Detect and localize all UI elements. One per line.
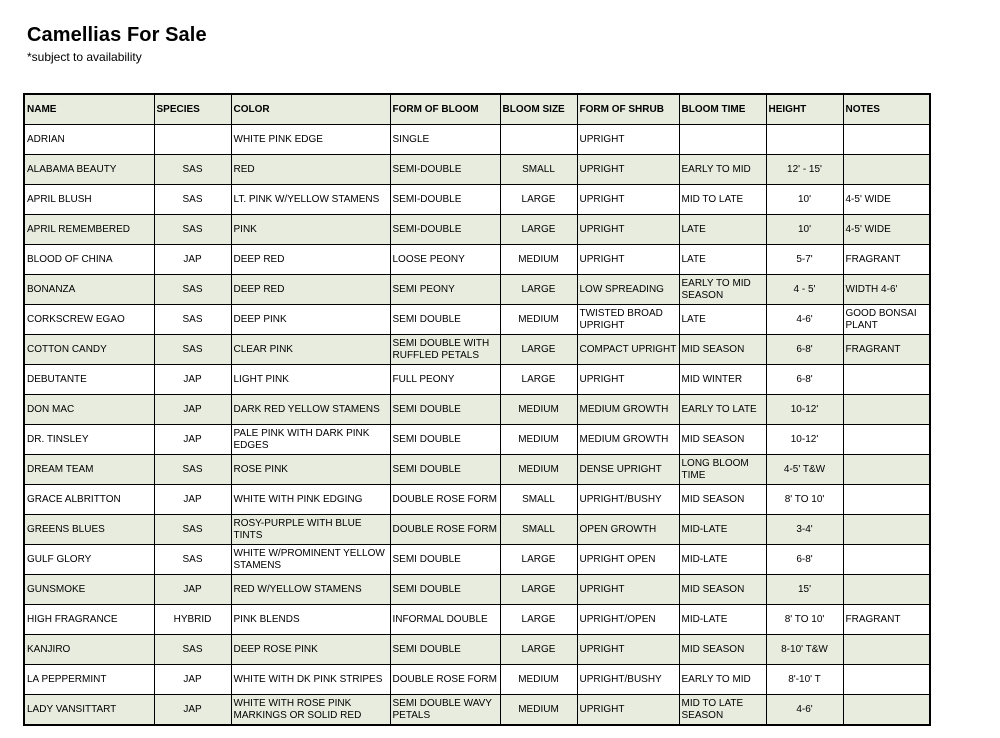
cell-bloom-time: LATE [679,215,766,245]
cell-form-of-bloom: INFORMAL DOUBLE [390,605,500,635]
cell-species: SAS [154,335,231,365]
cell-bloom-size: LARGE [500,185,577,215]
cell-name: APRIL BLUSH [24,185,154,215]
cell-height: 4-5' T&W [766,455,843,485]
cell-height: 8'-10' T [766,665,843,695]
table-row [24,575,930,605]
cell-bloom-time: EARLY TO MID [679,155,766,185]
table-row [24,335,930,365]
cell-bloom-time: LATE [679,245,766,275]
camellia-table [23,93,931,726]
cell-height: 3-4' [766,515,843,545]
cell-form-of-bloom: SEMI-DOUBLE [390,215,500,245]
cell-form-of-bloom: SEMI DOUBLE [390,635,500,665]
cell-form-of-bloom: DOUBLE ROSE FORM [390,485,500,515]
cell-notes: GOOD BONSAI PLANT [843,305,930,335]
cell-form-of-shrub: UPRIGHT/BUSHY [577,665,679,695]
table-row [24,545,930,575]
cell-form-of-shrub: COMPACT UPRIGHT [577,335,679,365]
cell-notes: WIDTH 4-6' [843,275,930,305]
cell-form-of-shrub: UPRIGHT [577,245,679,275]
cell-color: DEEP RED [231,245,390,275]
cell-form-of-shrub: UPRIGHT [577,695,679,726]
cell-bloom-time: MID SEASON [679,485,766,515]
cell-form-of-bloom: SEMI DOUBLE [390,575,500,605]
cell-name: COTTON CANDY [24,335,154,365]
cell-bloom-time: EARLY TO LATE [679,395,766,425]
cell-bloom-time: MID TO LATE [679,185,766,215]
cell-form-of-shrub: UPRIGHT [577,125,679,155]
cell-color: WHITE WITH ROSE PINK MARKINGS OR SOLID RED [231,695,390,726]
col-header-color: COLOR [231,94,390,125]
cell-species [154,125,231,155]
cell-notes [843,635,930,665]
col-header-name: NAME [24,94,154,125]
cell-notes [843,575,930,605]
cell-form-of-shrub: UPRIGHT/BUSHY [577,485,679,515]
cell-notes: FRAGRANT [843,245,930,275]
cell-species: JAP [154,395,231,425]
table-row [24,185,930,215]
table-row [24,515,930,545]
cell-name: ADRIAN [24,125,154,155]
cell-bloom-time: MID SEASON [679,335,766,365]
cell-bloom-time: EARLY TO MID [679,665,766,695]
cell-color: WHITE W/PROMINENT YELLOW STAMENS [231,545,390,575]
cell-form-of-bloom: SEMI DOUBLE [390,395,500,425]
cell-height: 6-8' [766,545,843,575]
cell-bloom-size: LARGE [500,365,577,395]
cell-form-of-shrub: LOW SPREADING [577,275,679,305]
cell-height [766,125,843,155]
table-row [24,245,930,275]
cell-notes [843,395,930,425]
table-row [24,215,930,245]
cell-form-of-shrub: UPRIGHT [577,365,679,395]
table-row [24,695,930,726]
cell-form-of-shrub: DENSE UPRIGHT [577,455,679,485]
cell-name: CORKSCREW EGAO [24,305,154,335]
cell-species: SAS [154,305,231,335]
cell-name: ALABAMA BEAUTY [24,155,154,185]
col-header-bloom-size: BLOOM SIZE [500,94,577,125]
cell-species: JAP [154,575,231,605]
cell-name: DEBUTANTE [24,365,154,395]
cell-color: LIGHT PINK [231,365,390,395]
cell-height: 6-8' [766,335,843,365]
cell-species: SAS [154,215,231,245]
cell-name: DON MAC [24,395,154,425]
cell-form-of-bloom: DOUBLE ROSE FORM [390,665,500,695]
cell-notes [843,545,930,575]
cell-name: GRACE ALBRITTON [24,485,154,515]
cell-species: HYBRID [154,605,231,635]
cell-form-of-bloom: SEMI-DOUBLE [390,185,500,215]
cell-bloom-size: LARGE [500,275,577,305]
page-title: Camellias For Sale [27,24,207,46]
cell-notes [843,515,930,545]
cell-bloom-time: LATE [679,305,766,335]
table-row [24,155,930,185]
cell-notes: FRAGRANT [843,335,930,365]
cell-name: GREENS BLUES [24,515,154,545]
cell-form-of-bloom: SEMI DOUBLE WITH RUFFLED PETALS [390,335,500,365]
cell-bloom-time: MID TO LATE SEASON [679,695,766,726]
cell-height: 8-10' T&W [766,635,843,665]
cell-bloom-size: MEDIUM [500,665,577,695]
cell-color: RED W/YELLOW STAMENS [231,575,390,605]
cell-height: 4-6' [766,305,843,335]
cell-species: SAS [154,515,231,545]
table-row [24,125,930,155]
cell-notes: 4-5' WIDE [843,185,930,215]
cell-bloom-size: MEDIUM [500,455,577,485]
cell-species: SAS [154,455,231,485]
cell-name: KANJIRO [24,635,154,665]
cell-height: 10' [766,185,843,215]
table-row [24,395,930,425]
cell-form-of-bloom: SEMI-DOUBLE [390,155,500,185]
cell-height: 12' - 15' [766,155,843,185]
cell-form-of-bloom: SINGLE [390,125,500,155]
cell-color: ROSY-PURPLE WITH BLUE TINTS [231,515,390,545]
cell-bloom-size: LARGE [500,215,577,245]
cell-bloom-size: SMALL [500,485,577,515]
cell-form-of-shrub: UPRIGHT [577,185,679,215]
table-row [24,485,930,515]
cell-form-of-shrub: MEDIUM GROWTH [577,395,679,425]
col-header-height: HEIGHT [766,94,843,125]
cell-bloom-size: MEDIUM [500,245,577,275]
cell-height: 6-8' [766,365,843,395]
cell-form-of-shrub: UPRIGHT OPEN [577,545,679,575]
cell-color: WHITE WITH DK PINK STRIPES [231,665,390,695]
cell-color: WHITE WITH PINK EDGING [231,485,390,515]
table-row [24,365,930,395]
cell-name: BONANZA [24,275,154,305]
cell-bloom-size: LARGE [500,545,577,575]
col-header-species: SPECIES [154,94,231,125]
cell-color: DEEP PINK [231,305,390,335]
cell-form-of-shrub: OPEN GROWTH [577,515,679,545]
cell-bloom-size [500,125,577,155]
cell-notes [843,455,930,485]
table-row [24,605,930,635]
cell-height: 5-7' [766,245,843,275]
cell-form-of-bloom: LOOSE PEONY [390,245,500,275]
cell-species: JAP [154,245,231,275]
cell-form-of-shrub: UPRIGHT [577,155,679,185]
cell-color: ROSE PINK [231,455,390,485]
cell-bloom-time: MID SEASON [679,425,766,455]
cell-bloom-time: MID WINTER [679,365,766,395]
cell-bloom-time: LONG BLOOM TIME [679,455,766,485]
cell-form-of-shrub: UPRIGHT [577,215,679,245]
cell-notes: FRAGRANT [843,605,930,635]
cell-color: PINK [231,215,390,245]
cell-height: 4 - 5' [766,275,843,305]
cell-color: WHITE PINK EDGE [231,125,390,155]
cell-species: SAS [154,545,231,575]
cell-name: LADY VANSITTART [24,695,154,726]
cell-name: BLOOD OF CHINA [24,245,154,275]
cell-notes [843,365,930,395]
cell-form-of-bloom: SEMI DOUBLE WAVY PETALS [390,695,500,726]
cell-color: DEEP ROSE PINK [231,635,390,665]
cell-height: 10-12' [766,395,843,425]
cell-form-of-bloom: FULL PEONY [390,365,500,395]
cell-bloom-size: MEDIUM [500,425,577,455]
table-header-row [24,94,930,125]
cell-form-of-shrub: UPRIGHT/OPEN [577,605,679,635]
cell-height: 10' [766,215,843,245]
cell-bloom-time: EARLY TO MID SEASON [679,275,766,305]
cell-species: JAP [154,365,231,395]
page-subtitle: *subject to availability [27,50,142,64]
cell-form-of-bloom: SEMI DOUBLE [390,455,500,485]
cell-notes [843,695,930,726]
cell-name: DREAM TEAM [24,455,154,485]
cell-bloom-time: MID-LATE [679,605,766,635]
cell-species: SAS [154,185,231,215]
cell-color: CLEAR PINK [231,335,390,365]
cell-bloom-size: SMALL [500,155,577,185]
cell-notes: 4-5' WIDE [843,215,930,245]
cell-notes [843,425,930,455]
cell-form-of-shrub: UPRIGHT [577,635,679,665]
col-header-form-of-shrub: FORM OF SHRUB [577,94,679,125]
cell-species: SAS [154,275,231,305]
cell-species: JAP [154,485,231,515]
cell-form-of-bloom: SEMI DOUBLE [390,425,500,455]
cell-bloom-size: MEDIUM [500,395,577,425]
cell-color: DARK RED YELLOW STAMENS [231,395,390,425]
cell-color: PALE PINK WITH DARK PINK EDGES [231,425,390,455]
cell-name: APRIL REMEMBERED [24,215,154,245]
cell-bloom-size: SMALL [500,515,577,545]
cell-height: 4-6' [766,695,843,726]
cell-bloom-size: MEDIUM [500,695,577,726]
table-row [24,275,930,305]
cell-species: SAS [154,635,231,665]
cell-bloom-time: MID SEASON [679,635,766,665]
cell-name: GUNSMOKE [24,575,154,605]
cell-bloom-time: MID-LATE [679,515,766,545]
cell-form-of-bloom: DOUBLE ROSE FORM [390,515,500,545]
cell-name: LA PEPPERMINT [24,665,154,695]
cell-name: GULF GLORY [24,545,154,575]
cell-form-of-bloom: SEMI DOUBLE [390,545,500,575]
cell-name: HIGH FRAGRANCE [24,605,154,635]
cell-bloom-size: MEDIUM [500,305,577,335]
cell-height: 8' TO 10' [766,485,843,515]
cell-height: 10-12' [766,425,843,455]
cell-species: SAS [154,155,231,185]
cell-notes [843,155,930,185]
cell-form-of-bloom: SEMI PEONY [390,275,500,305]
cell-name: DR. TINSLEY [24,425,154,455]
cell-color: PINK BLENDS [231,605,390,635]
table-row [24,305,930,335]
cell-bloom-size: LARGE [500,635,577,665]
cell-bloom-size: LARGE [500,605,577,635]
table-row [24,665,930,695]
cell-color: LT. PINK W/YELLOW STAMENS [231,185,390,215]
cell-form-of-shrub: MEDIUM GROWTH [577,425,679,455]
table-row [24,425,930,455]
cell-bloom-time [679,125,766,155]
col-header-form-of-bloom: FORM OF BLOOM [390,94,500,125]
cell-species: JAP [154,695,231,726]
cell-height: 15' [766,575,843,605]
table-row [24,455,930,485]
cell-height: 8' TO 10' [766,605,843,635]
cell-form-of-shrub: TWISTED BROAD UPRIGHT [577,305,679,335]
cell-notes [843,485,930,515]
cell-color: DEEP RED [231,275,390,305]
cell-form-of-shrub: UPRIGHT [577,575,679,605]
cell-notes [843,665,930,695]
cell-species: JAP [154,665,231,695]
table-row [24,635,930,665]
cell-bloom-size: LARGE [500,335,577,365]
col-header-notes: NOTES [843,94,930,125]
cell-bloom-time: MID-LATE [679,545,766,575]
cell-notes [843,125,930,155]
cell-form-of-bloom: SEMI DOUBLE [390,305,500,335]
cell-species: JAP [154,425,231,455]
cell-color: RED [231,155,390,185]
cell-bloom-time: MID SEASON [679,575,766,605]
col-header-bloom-time: BLOOM TIME [679,94,766,125]
cell-bloom-size: LARGE [500,575,577,605]
